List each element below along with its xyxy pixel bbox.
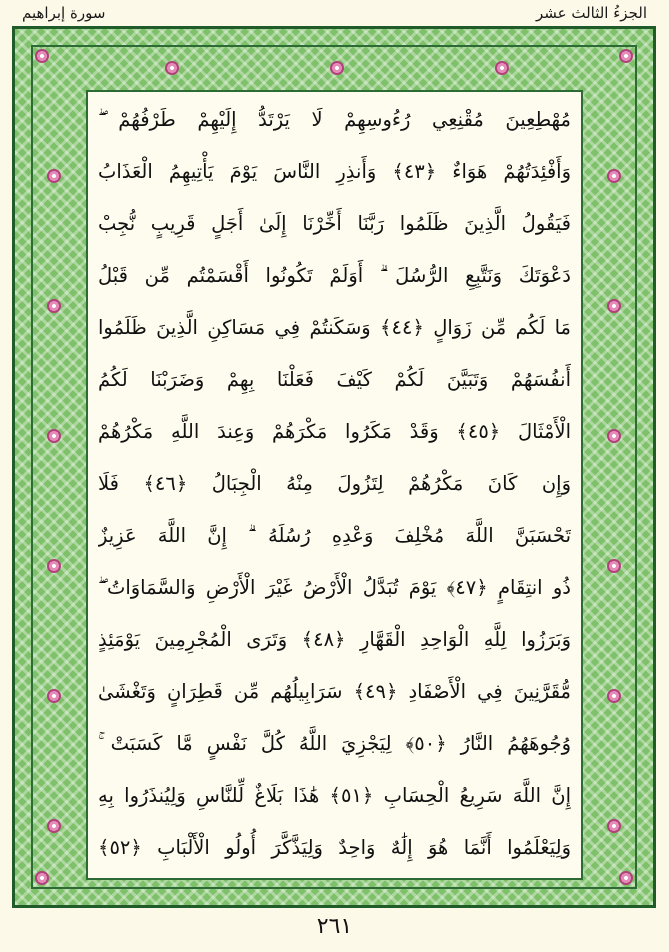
- flower-ornament-icon: [607, 299, 621, 313]
- flower-ornament-icon: [619, 49, 633, 63]
- flower-ornament-icon: [607, 819, 621, 833]
- flower-ornament-icon: [619, 871, 633, 885]
- verse-line: مُّقَرَّنِينَ فِي الْأَصْفَادِ ﴿٤٩﴾ سَرَابِيلُهُم مِّن قَطِرَانٍ وَتَغْشَىٰ: [98, 680, 571, 703]
- verse-line: وَأَفْئِدَتُهُمْ هَوَاءٌ ﴿٤٣﴾ وَأَنذِرِ النَّاسَ يَوْمَ يَأْتِيهِمُ الْعَذَابُ: [98, 160, 571, 183]
- surah-title: سورة إبراهيم: [22, 4, 106, 22]
- page-number: ٢٦١: [316, 914, 353, 939]
- flower-ornament-icon: [47, 819, 61, 833]
- flower-ornament-icon: [47, 299, 61, 313]
- flower-ornament-icon: [607, 429, 621, 443]
- juz-title: الجزءُ الثالث عشر: [535, 4, 647, 22]
- flower-ornament-icon: [607, 169, 621, 183]
- verse-line: وُجُوهَهُمُ النَّارُ ﴿٥٠﴾ لِيَجْزِيَ اللَّهُ كُلَّ نَفْسٍ مَّا كَسَبَتْ ۚ: [98, 732, 571, 755]
- page-header: [22, 4, 647, 28]
- verse-line: وَبَرَزُوا لِلَّهِ الْوَاحِدِ الْقَهَّارِ ﴿٤٨﴾ وَتَرَى الْمُجْرِمِينَ يَوْمَئِذٍ: [98, 628, 571, 651]
- verse-lines: [88, 92, 581, 878]
- verse-line: الْأَمْثَالَ ﴿٤٥﴾ وَقَدْ مَكَرُوا مَكْرَهُمْ وَعِندَ اللَّهِ مَكْرُهُمْ: [98, 420, 571, 443]
- text-panel: [86, 90, 583, 880]
- flower-ornament-icon: [607, 559, 621, 573]
- flower-ornament-icon: [35, 871, 49, 885]
- flower-ornament-icon: [47, 689, 61, 703]
- verse-line: فَيَقُولُ الَّذِينَ ظَلَمُوا رَبَّنَا أَخِّرْنَا إِلَىٰ أَجَلٍ قَرِيبٍ نُّجِبْ: [98, 212, 571, 235]
- verse-line: إِنَّ اللَّهَ سَرِيعُ الْحِسَابِ ﴿٥١﴾ هَٰذَا بَلَاغٌ لِّلنَّاسِ وَلِيُنذَرُوا بِهِ: [98, 784, 571, 807]
- verse-line: مُهْطِعِينَ مُقْنِعِي رُءُوسِهِمْ لَا يَرْتَدُّ إِلَيْهِمْ طَرْفُهُمْ ۖ: [98, 108, 571, 131]
- flower-ornament-icon: [495, 61, 509, 75]
- flower-ornament-icon: [47, 429, 61, 443]
- verse-line: دَعْوَتَكَ وَنَتَّبِعِ الرُّسُلَ ۗ أَوَلَمْ تَكُونُوا أَقْسَمْتُم مِّن قَبْلُ: [98, 264, 571, 287]
- verse-line: وَلِيَعْلَمُوا أَنَّمَا هُوَ إِلَٰهٌ وَاحِدٌ وَلِيَذَّكَّرَ أُولُو الْأَلْبَابِ ﴿٥٢﴾: [98, 836, 571, 859]
- flower-ornament-icon: [47, 559, 61, 573]
- verse-line: وَإِن كَانَ مَكْرُهُمْ لِتَزُولَ مِنْهُ الْجِبَالُ ﴿٤٦﴾ فَلَا: [98, 472, 571, 495]
- flower-ornament-icon: [330, 61, 344, 75]
- verse-line: تَحْسَبَنَّ اللَّهَ مُخْلِفَ وَعْدِهِ رُسُلَهُ ۗ إِنَّ اللَّهَ عَزِيزٌ: [98, 524, 571, 547]
- verse-line: ذُو انتِقَامٍ ﴿٤٧﴾ يَوْمَ تُبَدَّلُ الْأَرْضُ غَيْرَ الْأَرْضِ وَالسَّمَاوَاتُ ۖ: [98, 576, 571, 599]
- flower-ornament-icon: [607, 689, 621, 703]
- verse-line: مَا لَكُم مِّن زَوَالٍ ﴿٤٤﴾ وَسَكَنتُمْ فِي مَسَاكِنِ الَّذِينَ ظَلَمُوا: [98, 316, 571, 339]
- flower-ornament-icon: [165, 61, 179, 75]
- verse-line: أَنفُسَهُمْ وَتَبَيَّنَ لَكُمْ كَيْفَ فَعَلْنَا بِهِمْ وَضَرَبْنَا لَكُمُ: [98, 368, 571, 391]
- flower-ornament-icon: [35, 49, 49, 63]
- flower-ornament-icon: [47, 169, 61, 183]
